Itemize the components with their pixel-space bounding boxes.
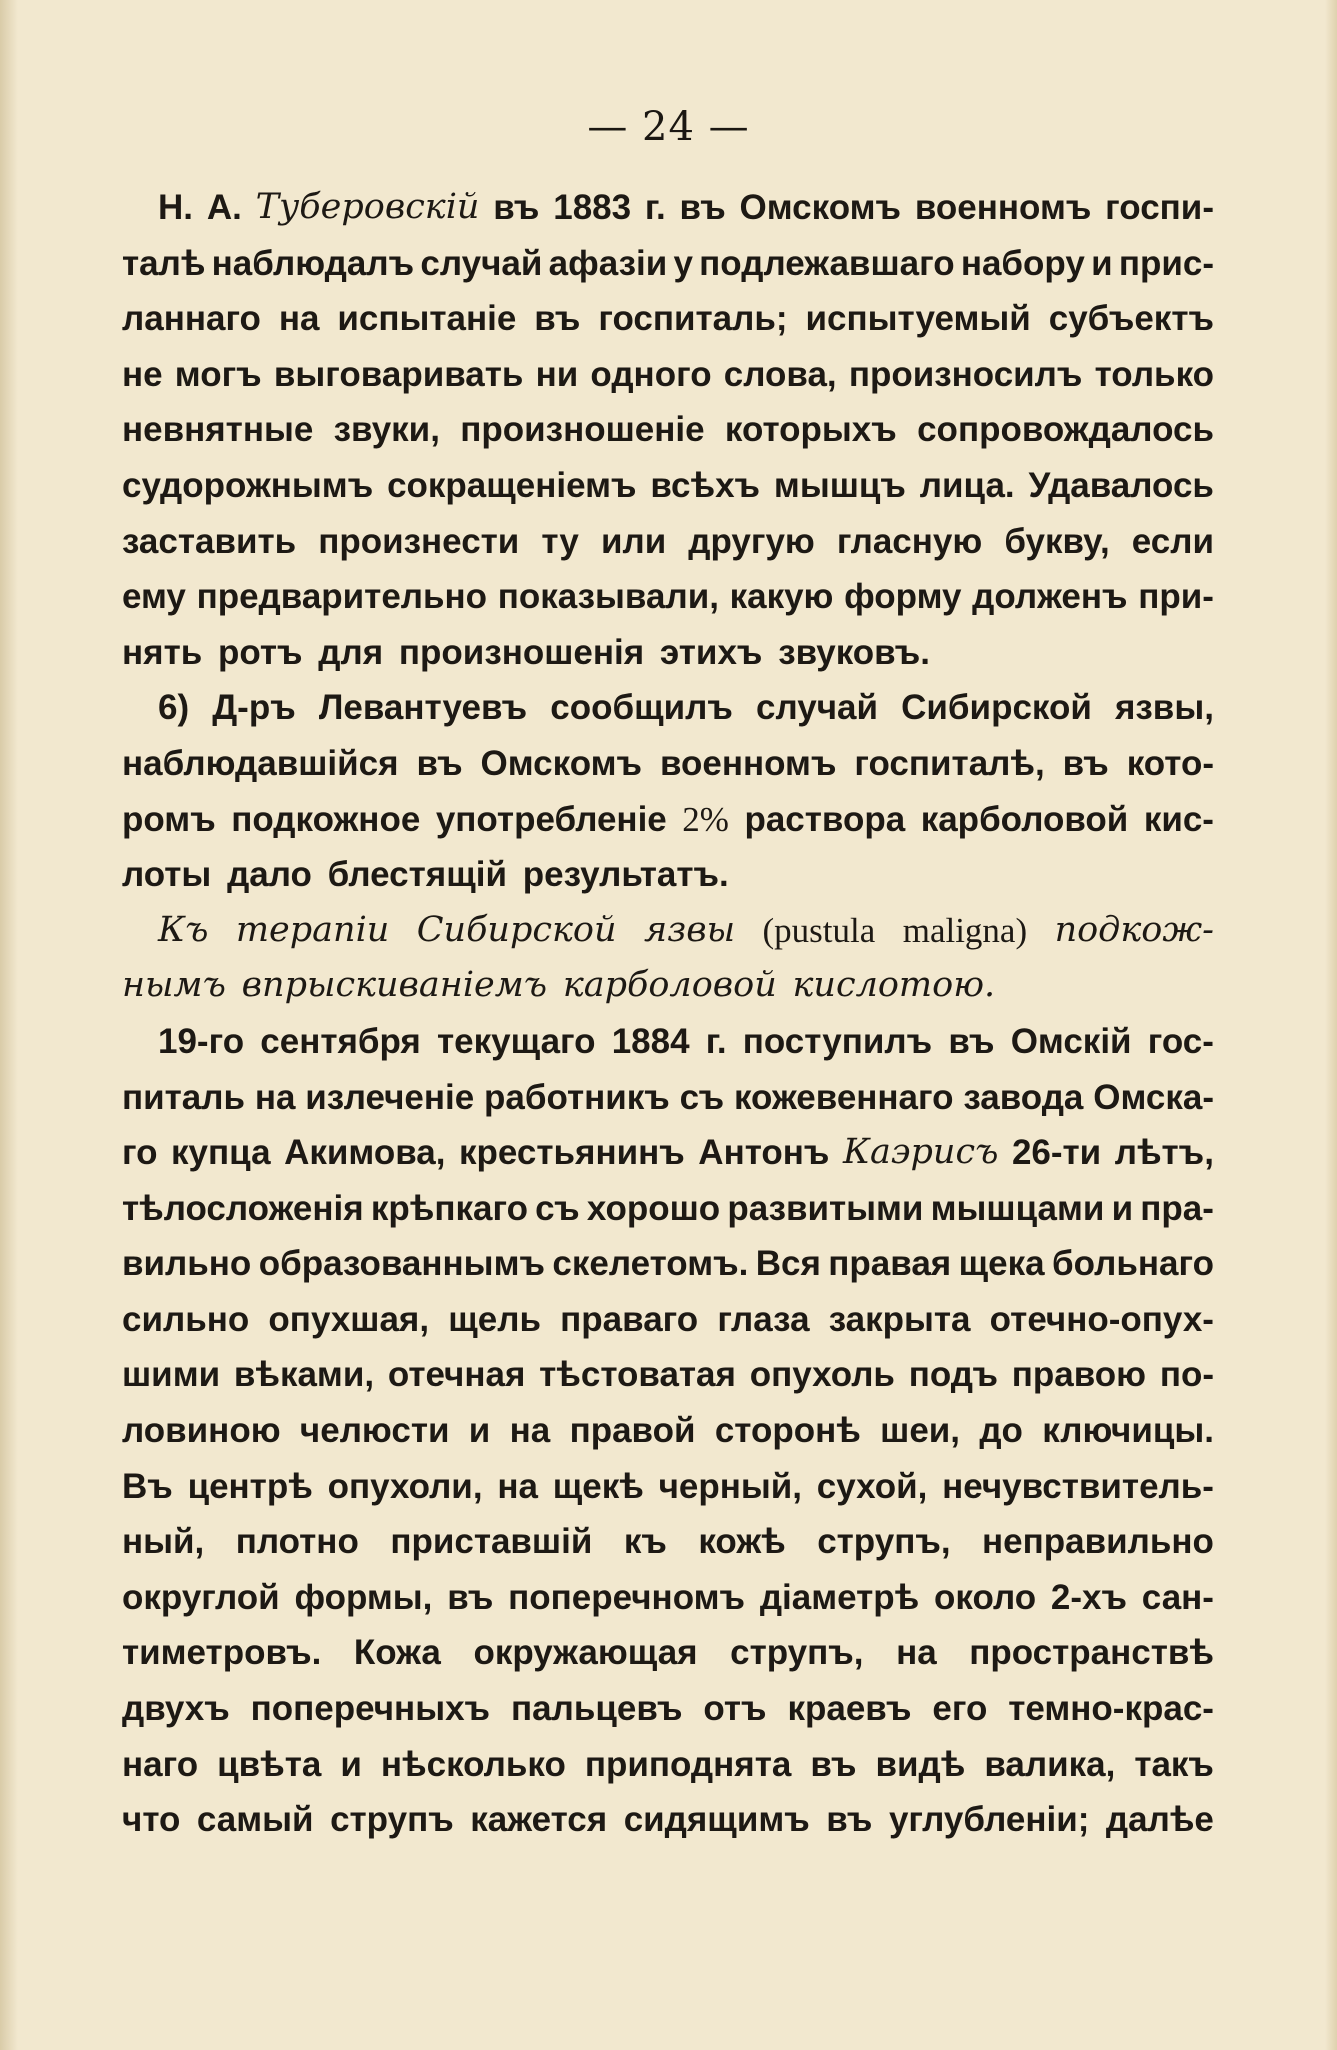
text-line xyxy=(122,903,1214,959)
text-line xyxy=(122,625,1214,681)
word: струпъ, xyxy=(817,1522,951,1562)
word: закрыта xyxy=(828,1299,971,1339)
word: видѣ xyxy=(875,1744,966,1784)
word: Омскомъ xyxy=(480,743,643,783)
text-line xyxy=(122,1292,1214,1348)
word: для xyxy=(318,632,384,672)
word: отечная xyxy=(387,1355,526,1395)
text-line xyxy=(122,1625,1214,1681)
word: окружающая xyxy=(473,1633,698,1673)
word: углубленіи; xyxy=(888,1800,1090,1840)
word: сухой, xyxy=(816,1466,928,1506)
word: сидящимъ xyxy=(623,1800,810,1840)
text-line xyxy=(122,1236,1214,1292)
word: подъ xyxy=(908,1355,999,1395)
word: струпъ, xyxy=(730,1633,864,1673)
word: невнятные xyxy=(122,410,314,450)
page-number: — 24 — xyxy=(587,104,750,150)
word: въ xyxy=(948,1021,995,1061)
word: субъектъ xyxy=(1048,299,1214,339)
word: госпи- xyxy=(1105,188,1214,227)
word: самый xyxy=(196,1800,314,1840)
word: и xyxy=(1111,1188,1134,1228)
word: военномъ xyxy=(659,743,837,783)
word: г. xyxy=(644,188,666,227)
word: которыхъ xyxy=(724,410,897,450)
word: сан- xyxy=(1141,1577,1214,1617)
word: впрыскиваніемъ xyxy=(241,965,548,1006)
word: правою xyxy=(1011,1355,1147,1395)
word: правая xyxy=(828,1244,952,1284)
text-line xyxy=(122,1514,1214,1570)
word: этихъ xyxy=(659,632,763,672)
word: щекѣ xyxy=(552,1466,644,1506)
word: Левантуевъ xyxy=(318,688,528,728)
word: до xyxy=(979,1411,1023,1451)
word: показывали, xyxy=(497,577,719,617)
word: пальцевъ xyxy=(510,1689,683,1729)
page-edge-shadow-left xyxy=(0,0,18,2050)
word: кажется xyxy=(470,1800,608,1840)
word: не xyxy=(122,354,163,394)
word: испытаніе xyxy=(337,299,517,339)
word: звуковъ. xyxy=(778,632,931,672)
word: талѣ xyxy=(122,243,206,283)
word: могъ xyxy=(174,354,262,394)
word: ловиною xyxy=(122,1411,281,1451)
word: г. xyxy=(705,1021,727,1061)
word: съ xyxy=(535,1188,580,1228)
word: діаметрѣ xyxy=(759,1577,920,1617)
word: ту xyxy=(541,521,579,561)
word: сентября xyxy=(260,1021,421,1061)
word: при- xyxy=(1138,577,1214,617)
text-line xyxy=(122,1737,1214,1793)
word: ланнаго xyxy=(122,299,261,339)
text-line xyxy=(122,792,1214,848)
word: или xyxy=(600,521,667,561)
word: больнаго xyxy=(1051,1244,1214,1284)
word: Акимова, xyxy=(284,1133,446,1173)
text-line xyxy=(122,1014,1214,1070)
word: произношеніе xyxy=(460,410,705,450)
word: блестящій xyxy=(327,855,507,895)
word: поперечныхъ xyxy=(250,1689,491,1729)
word: Удавалось xyxy=(1028,465,1214,505)
word: Сибирской xyxy=(416,909,617,950)
word: цвѣта xyxy=(217,1744,322,1784)
word: гласную xyxy=(836,521,983,561)
text-line xyxy=(122,1792,1214,1848)
text-line xyxy=(122,680,1214,736)
word: черный, xyxy=(658,1466,803,1506)
word: звуки, xyxy=(333,410,440,450)
word: госпиталь; xyxy=(598,299,788,339)
word: по- xyxy=(1159,1355,1214,1395)
word: Омска- xyxy=(1093,1077,1214,1117)
word: Въ xyxy=(122,1466,173,1506)
body-text xyxy=(122,180,1214,1848)
word: всѣхъ xyxy=(650,465,761,505)
word: предварительно xyxy=(196,577,488,617)
word: нѣсколько xyxy=(380,1744,566,1784)
word: въ xyxy=(416,743,463,783)
word: нечувствитель- xyxy=(942,1466,1214,1506)
word: произносилъ xyxy=(848,354,1083,394)
word: произнести xyxy=(318,521,520,561)
word: крѣпкаго xyxy=(370,1188,528,1228)
word: наблюдалъ xyxy=(211,243,415,283)
word: Д-ръ xyxy=(212,688,296,728)
page-edge-shadow-right xyxy=(1325,0,1337,2050)
word: на xyxy=(278,299,320,339)
word: заставить xyxy=(122,521,297,561)
word: Вся xyxy=(755,1244,821,1284)
word: одного xyxy=(590,354,712,394)
word: далѣе xyxy=(1105,1800,1214,1840)
word: дало xyxy=(227,855,312,895)
text-line xyxy=(122,958,1214,1014)
word: купца xyxy=(171,1133,271,1173)
text-line xyxy=(122,847,1214,903)
word: отъ xyxy=(703,1689,767,1729)
word: сильно xyxy=(122,1299,250,1339)
word: подлежавшаго xyxy=(699,243,955,283)
word: прис- xyxy=(1118,243,1214,283)
word: съ xyxy=(679,1077,725,1117)
word: го xyxy=(122,1133,158,1173)
word: терапіи xyxy=(235,909,390,950)
word: въ xyxy=(679,188,726,227)
text-line xyxy=(122,1181,1214,1237)
word: глаза xyxy=(717,1299,810,1339)
word: завода xyxy=(963,1077,1084,1117)
word: работникъ xyxy=(484,1077,670,1117)
text-line xyxy=(122,402,1214,458)
word: въ xyxy=(493,188,540,227)
word: такъ xyxy=(1134,1744,1214,1784)
word: въ xyxy=(1062,743,1109,783)
word: Омскомъ xyxy=(739,188,902,227)
word: текущаго xyxy=(437,1021,596,1061)
word: наблюдавшійся xyxy=(122,743,399,783)
word: ный, xyxy=(122,1522,205,1562)
word: слова, xyxy=(723,354,837,394)
word: шеи, xyxy=(880,1411,961,1451)
word: сообщилъ xyxy=(550,688,733,728)
text-line xyxy=(122,458,1214,514)
word: вильно xyxy=(122,1244,252,1284)
text-line xyxy=(122,736,1214,792)
text-line xyxy=(122,1070,1214,1126)
word: формы, xyxy=(294,1577,433,1617)
word: шими xyxy=(122,1355,221,1395)
word: въ xyxy=(447,1577,494,1617)
word: двухъ xyxy=(122,1689,230,1729)
word: 6) xyxy=(158,688,190,728)
word: военномъ xyxy=(914,188,1092,227)
word: опухоль xyxy=(749,1355,895,1395)
word: челюсти xyxy=(299,1411,450,1451)
word: произношенія xyxy=(398,632,645,672)
word: пространствѣ xyxy=(969,1633,1214,1673)
word: другую xyxy=(688,521,815,561)
word: плотно xyxy=(235,1522,359,1562)
word: лоты xyxy=(122,855,212,895)
text-line xyxy=(122,1570,1214,1626)
word: щека xyxy=(958,1244,1045,1284)
word: тѣстоватая xyxy=(539,1355,736,1395)
word: приставшій xyxy=(390,1522,593,1562)
word: округлой xyxy=(122,1577,280,1617)
word: на xyxy=(896,1633,937,1673)
text-line xyxy=(122,180,1214,236)
word: и xyxy=(340,1744,362,1784)
word: форму xyxy=(844,577,962,617)
word: афазіи xyxy=(548,243,668,283)
word: хорошо xyxy=(586,1188,721,1228)
word: валика, xyxy=(984,1744,1116,1784)
word: ромъ xyxy=(122,799,216,839)
word: случай xyxy=(420,243,543,283)
word: карболовой xyxy=(920,799,1129,839)
word: нять xyxy=(122,632,203,672)
word: гос- xyxy=(1147,1021,1214,1061)
word: и xyxy=(1091,243,1113,283)
word: поступилъ xyxy=(742,1021,933,1061)
word: въ xyxy=(826,1800,873,1840)
word: 2% xyxy=(682,799,729,839)
word: только xyxy=(1094,354,1214,394)
word: мышцъ xyxy=(773,465,906,505)
word: образованнымъ xyxy=(258,1244,545,1284)
word: кото- xyxy=(1126,743,1214,783)
word: Каэрисъ xyxy=(842,1132,999,1173)
word: случай xyxy=(756,688,879,728)
word: 1884 xyxy=(611,1021,690,1061)
word: неправильно xyxy=(982,1522,1214,1562)
word: 26-ти xyxy=(1011,1133,1102,1173)
text-line xyxy=(122,514,1214,570)
word: кислотою. xyxy=(792,965,996,1006)
word: ни xyxy=(535,354,579,394)
word: на xyxy=(509,1411,551,1451)
word: пра- xyxy=(1140,1188,1214,1228)
word: около xyxy=(934,1577,1037,1617)
text-line xyxy=(122,1347,1214,1403)
word: кожѣ xyxy=(698,1522,786,1562)
word: испытуемый xyxy=(805,299,1031,339)
word: судорожнымъ xyxy=(122,465,374,505)
word: кис- xyxy=(1143,799,1214,839)
word: (pustula xyxy=(762,910,876,950)
word: подкожное xyxy=(231,799,421,839)
word: 2-хъ xyxy=(1050,1577,1128,1617)
word: употребленіе xyxy=(435,799,667,839)
word: карболовой xyxy=(562,965,777,1006)
word: струпъ xyxy=(330,1800,454,1840)
word: А. xyxy=(206,188,242,227)
word: ему xyxy=(122,577,186,617)
word: лица. xyxy=(919,465,1015,505)
word: Туберовскій xyxy=(255,187,480,227)
word: какую xyxy=(729,577,834,617)
word: язвы, xyxy=(1114,688,1214,728)
word: Н. xyxy=(158,188,193,227)
word: что xyxy=(122,1800,181,1840)
word: кожевеннаго xyxy=(733,1077,954,1117)
word: нымъ xyxy=(122,965,226,1006)
text-line xyxy=(122,347,1214,403)
word: излеченіе xyxy=(305,1077,475,1117)
word: Кожа xyxy=(353,1633,441,1673)
word: лѣтъ, xyxy=(1114,1133,1214,1173)
word: на xyxy=(497,1466,538,1506)
word: язвы xyxy=(643,909,736,950)
word: наго xyxy=(122,1744,199,1784)
word: Антонъ xyxy=(698,1133,830,1173)
word: вѣками, xyxy=(233,1355,375,1395)
word: 1883 xyxy=(553,188,632,227)
word: приподнята xyxy=(584,1744,792,1784)
word: тиметровъ. xyxy=(122,1633,322,1673)
word: праваго xyxy=(560,1299,699,1339)
word: скелетомъ. xyxy=(552,1244,749,1284)
word: опухшая, xyxy=(268,1299,430,1339)
text-line xyxy=(122,236,1214,292)
word: поперечномъ xyxy=(508,1577,746,1617)
word: въ xyxy=(810,1744,857,1784)
word: сокращеніемъ xyxy=(387,465,637,505)
text-line xyxy=(122,1681,1214,1737)
word: Къ xyxy=(158,909,209,950)
word: на xyxy=(254,1077,296,1117)
text-line xyxy=(122,1459,1214,1515)
word: мышцами xyxy=(930,1188,1105,1228)
word: результатъ. xyxy=(522,855,729,895)
word: Сибирской xyxy=(901,688,1092,728)
text-line xyxy=(122,1125,1214,1181)
word: раствора xyxy=(744,799,906,839)
word: щель xyxy=(448,1299,541,1339)
word: и xyxy=(468,1411,491,1451)
word: краевъ xyxy=(787,1689,912,1729)
word: набору xyxy=(960,243,1085,283)
word: 19-го xyxy=(158,1021,245,1061)
word: подкож- xyxy=(1054,909,1214,950)
text-line xyxy=(122,291,1214,347)
word: къ xyxy=(623,1522,667,1562)
word: тѣлосложенія xyxy=(122,1188,364,1228)
word: сторонѣ xyxy=(714,1411,861,1451)
word: букву, xyxy=(1004,521,1110,561)
word: правой xyxy=(569,1411,696,1451)
word: ключицы. xyxy=(1042,1411,1214,1451)
word: долженъ xyxy=(972,577,1128,617)
text-line xyxy=(122,1403,1214,1459)
word: сопровождалось xyxy=(917,410,1214,450)
word: госпиталѣ, xyxy=(854,743,1045,783)
word: Омскій xyxy=(1010,1021,1132,1061)
word: развитыми xyxy=(727,1188,924,1228)
word: у xyxy=(673,243,693,283)
word: ротъ xyxy=(217,632,303,672)
word: выговаривать xyxy=(273,354,524,394)
word: центрѣ xyxy=(187,1466,313,1506)
word: питаль xyxy=(122,1077,246,1117)
word: отечно-опух- xyxy=(989,1299,1214,1339)
word: его xyxy=(932,1689,988,1729)
word: темно-крас- xyxy=(1008,1689,1214,1729)
word: опухоли, xyxy=(327,1466,483,1506)
word: если xyxy=(1131,521,1214,561)
word: въ xyxy=(534,299,581,339)
word: maligna) xyxy=(902,910,1028,950)
text-line xyxy=(122,569,1214,625)
word: крестьянинъ xyxy=(459,1133,685,1173)
